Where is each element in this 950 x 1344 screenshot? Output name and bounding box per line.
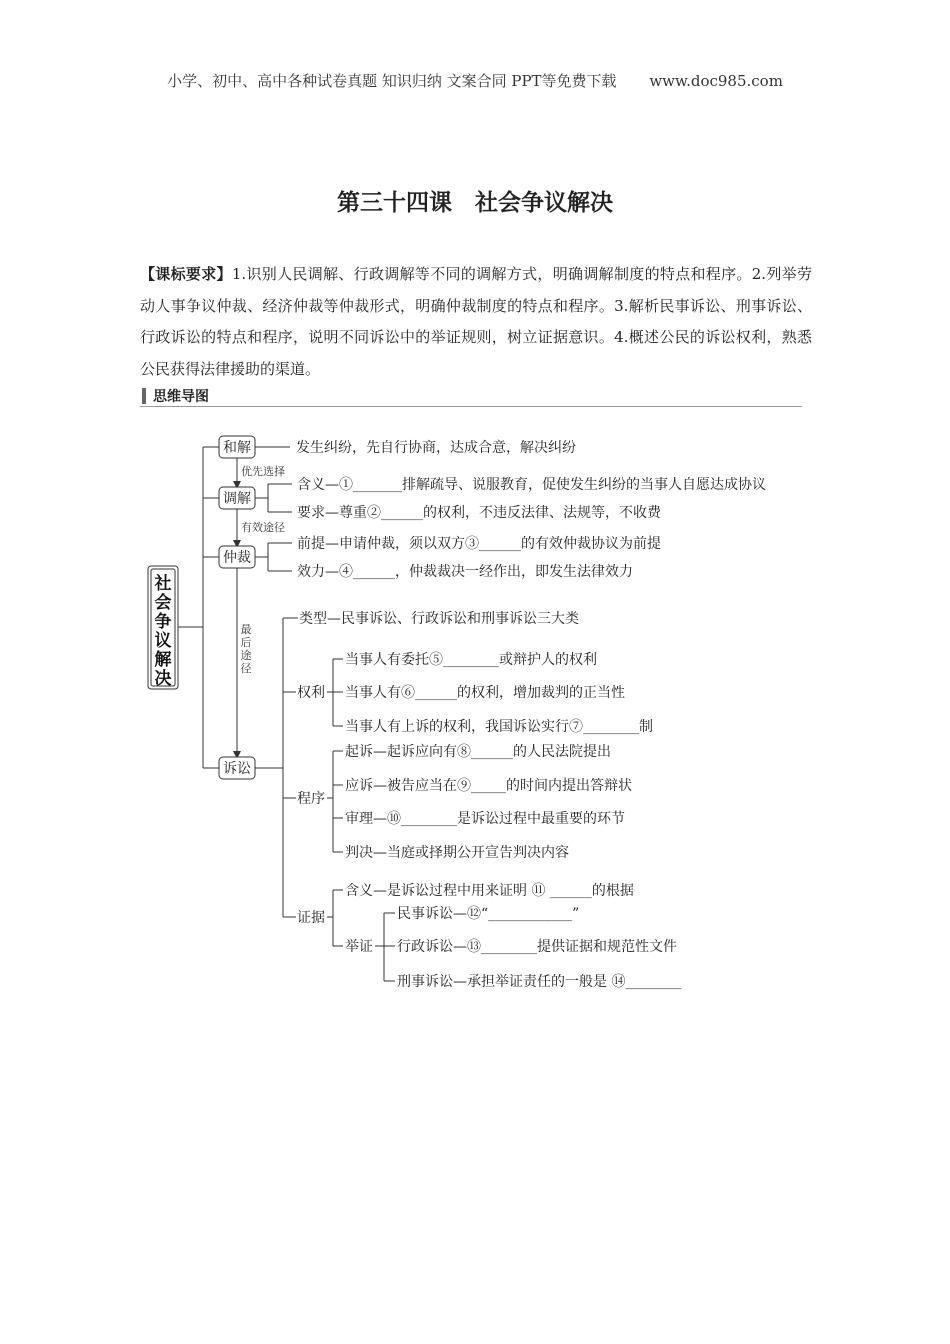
root-char: 争 bbox=[154, 612, 172, 632]
root-char: 解 bbox=[154, 650, 172, 670]
quanli-item: 当事人有上诉的权利，我国诉讼实行⑦________制 bbox=[345, 719, 653, 735]
quanli-label: 权利 bbox=[297, 685, 325, 701]
root-char: 决 bbox=[154, 669, 172, 689]
zhongcai-item1: 前提—申请仲裁，须以双方③______的有效仲裁协议为前提 bbox=[297, 536, 661, 552]
zhengju-label: 证据 bbox=[297, 910, 325, 926]
arrow-priority-label: 优先选择 bbox=[241, 465, 285, 478]
zhongcai-item2: 效力—④______，仲裁裁决一经作出，即发生法律效力 bbox=[297, 564, 633, 580]
chengxu-item: 判决—当庭或择期公开宣告判决内容 bbox=[345, 845, 569, 861]
arrow-final-char: 途 bbox=[240, 649, 252, 662]
tiaojie-item2: 要求—尊重②______的权利，不违反法律、法规等，不收费 bbox=[297, 505, 661, 521]
header-site-link[interactable]: www.doc985.com bbox=[649, 72, 783, 90]
heji-text: 发生纠纷，先自行协商，达成合意，解决纠纷 bbox=[296, 440, 576, 456]
juzheng-item: 民事诉讼—⑫“____________” bbox=[397, 906, 580, 922]
header-text: 小学、初中、高中各种试卷真题 知识归纳 文案合同 PPT等免费下载 bbox=[167, 72, 617, 90]
tiaojie-item1: 含义—①_______排解疏导、说服教育，促使发生纠纷的当事人自愿达成协议 bbox=[297, 477, 766, 493]
node-zhongcai-label: 仲裁 bbox=[223, 550, 251, 566]
requirement-label: 【课标要求】 bbox=[140, 265, 232, 283]
root-char: 议 bbox=[154, 631, 172, 651]
juzheng-item: 行政诉讼—⑬________提供证据和规范性文件 bbox=[397, 939, 677, 955]
susong-type: 类型—民事诉讼、行政诉讼和刑事诉讼三大类 bbox=[299, 611, 579, 627]
arrow-final-char: 最 bbox=[240, 623, 252, 636]
root-char: 会 bbox=[154, 593, 172, 613]
quanli-item: 当事人有委托⑤________或辩护人的权利 bbox=[345, 652, 597, 668]
node-heji-label: 和解 bbox=[223, 440, 251, 456]
juzheng-label: 举证 bbox=[345, 939, 373, 955]
node-tiaojie-label: 调解 bbox=[223, 491, 251, 507]
arrow-final-char: 径 bbox=[240, 662, 252, 675]
root-label bbox=[154, 573, 173, 689]
node-susong-label: 诉讼 bbox=[223, 761, 251, 777]
root-char: 社 bbox=[154, 574, 172, 594]
page-title: 第三十四课 社会争议解决 bbox=[337, 190, 613, 216]
zhengju-meaning: 含义—是诉讼过程中用来证明 ⑪ ______的根据 bbox=[345, 883, 634, 899]
arrow-final-char: 后 bbox=[240, 636, 252, 649]
mindmap-section-title: 思维导图 bbox=[153, 389, 209, 405]
chengxu-label: 程序 bbox=[297, 791, 325, 807]
chengxu-item: 审理—⑩________是诉讼过程中最重要的环节 bbox=[345, 811, 625, 827]
chengxu-item: 起诉—起诉应向有⑧______的人民法院提出 bbox=[345, 744, 611, 760]
arrow-effective-label: 有效途径 bbox=[241, 521, 285, 534]
arrow-final-label bbox=[241, 623, 252, 675]
juzheng-item: 刑事诉讼—承担举证责任的一般是 ⑭________ bbox=[397, 974, 682, 990]
requirement-text: 1.识别人民调解、行政调解等不同的调解方式，明确调解制度的特点和程序。2.列举劳动人事争议仲裁、经济仲裁等仲裁形式，明确仲裁制度的特点和程序。3.解析民事诉讼、刑事诉讼、行政诉讼的特点和程序，说明不同诉讼中的举证规则，树立证据意识。4.概述公民的诉讼权利，熟悉公民获得法律援助的渠道。 bbox=[140, 265, 812, 378]
quanli-item: 当事人有⑥______的权利，增加裁判的正当性 bbox=[345, 685, 625, 701]
chengxu-item: 应诉—被告应当在⑨_____的时间内提出答辩状 bbox=[345, 778, 632, 794]
